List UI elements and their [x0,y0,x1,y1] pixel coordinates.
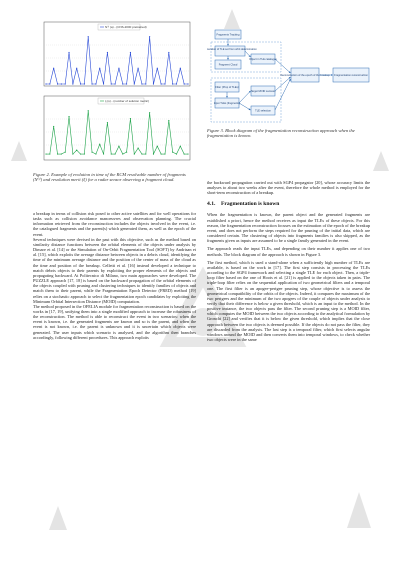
plot-top-point-30 [161,83,162,84]
plot-top-point-8 [76,68,77,69]
right-column-body [207,180,370,342]
figure-2 [38,20,193,168]
figure-3-caption-block [207,128,370,139]
plot-top-point-18 [114,83,115,84]
plot-bottom-point-26 [145,153,146,154]
plot-top-point-27 [149,36,150,37]
diagram-box-filter-label: Filter (Prop of TLEs) [215,85,239,89]
plot-bottom-point-7 [72,153,73,154]
plot-top-point-32 [168,52,169,53]
plot-bottom-point-28 [153,153,154,154]
diagram-box-fragment-cloud-label: Fragment Cloud [218,63,238,67]
figure-3 [207,26,375,126]
plot-top-point-12 [91,83,92,84]
diagram-box-tle-selection-label: TLE selection [255,109,271,113]
diagram-box-target-moid-label: Target MOID success [250,89,276,93]
diagram-box-fragments-tracking-label: Fragments Tracking [216,33,240,37]
plot-bottom-point-3 [57,153,58,154]
plot-bottom-point-15 [103,153,104,154]
plot-top-point-9 [80,83,81,84]
plot-bottom-point-5 [65,151,66,152]
figure-2-plots [38,20,193,168]
plot-bottom-point-22 [130,118,131,119]
diagram-box-object-tle-label: Object in TLE catalogue [249,57,277,61]
plot-top-point-5 [65,83,66,84]
diagram-box-fragmentation-reconstruction-label: Fragmentation reconstruction [334,74,368,77]
plot-bottom-point-8 [76,150,77,151]
plot-top-point-26 [145,83,146,84]
plot-bottom-point-16 [107,122,108,123]
plot-bottom-point-33 [172,151,173,152]
plot-bottom-point-11 [88,110,89,111]
right-paragraph-3: The first method, which is used a stand-alone when a sufficiently high number of TLEs are available, is based on the work in [17]. The first step consists in processing the TLEs according to the SGP4 framework and selecting a single TLE for each object. Then, a triple-loop filter based on the one of Hoots et al. [21] is applied to the objects taken in pairs. The triple-loop filter relies on the sequential application of two geometrical filters and a temporal one. The first filter is an apogee-perigee pruning step, whose objective is to assess the geometrical compatibility of the orbits of the objects. Indeed, it compares the maximum of the two perigees and the minimum of the two apogees of the couple of objects under analysis to verify that their difference is below a given threshold, which is an input to the method. In the positive instance, the two objects pass the filter. The second pruning step is a MOID filter, which computes the MOID between the two objects according to the analytical formulation by Gronchi [22] and verifies that it is below the given threshold, which implies that the close approach between the two objects is deemed possible. If the objects do not pass the filter, they are discarded from the analysis. The last step is a temporal filter, which first selects angular windows around the MOID and then converts them into temporal windows, to check whether two objects were in the same [207,259,370,343]
plot-top-legend-text: N⁽ʲ⁾ (a) - (CNS-2000 pretrained) [105,25,147,30]
diagram-box-tle-generation-label: Generation of TLE set from orbit determination [207,48,257,51]
plot-bottom-point-25 [141,153,142,154]
plot-bottom-point-18 [114,153,115,154]
plot-top-point-36 [184,83,185,84]
figure-3-diagram [207,26,375,126]
diagram-box-epoch-reconstruction-label: Reconstruction of the epoch of the breakup [280,74,330,77]
plot-top-point-13 [95,83,96,84]
section-number: 4.1. [207,201,216,208]
plot-bottom-point-4 [61,153,62,154]
plot-bottom-point-20 [122,153,123,154]
plot-bottom-point-32 [168,120,169,121]
plot-bottom-point-1 [49,153,50,154]
plot-top-point-2 [53,68,54,69]
plot-top-point-25 [141,83,142,84]
plot-top-point-3 [57,83,58,84]
plot-bottom-point-10 [84,153,85,154]
plot-top-point-22 [130,52,131,53]
figure-3-caption: Figure 3. Block diagram of the fragmentation reconstruction approach when the fragmentation is known. [207,128,355,139]
plot-bottom-point-23 [134,153,135,154]
plot-bottom-point-31 [164,153,165,154]
plot-bottom-point-21 [126,151,127,152]
diagram-box-input-tles-label: Input TLEs (fragments) [213,101,241,105]
plot-top-point-35 [180,68,181,69]
section-title: Fragmentation is known [220,201,280,208]
plot-bottom-point-13 [95,153,96,154]
right-paragraph-1: When the fragmentation is known, the parent object and the generated fragments are established a priori, hence the method receives as input the TLEs of these objects. For this reason, the fragmentation reconstruction focuses on the estimation of the epoch of the breakup event, and does not perform the steps required for the pruning of the initial data, which are considered certain. The clustering of objects into fragments families is also skipped, as the fragments given as inputs are assumed to be a single family generated in the event. [207,212,370,244]
plot-bottom-point-34 [176,153,177,154]
plot-top-point-20 [122,83,123,84]
plot-top-point-4 [61,83,62,84]
plot-top-point-34 [176,83,177,84]
right-intro-paragraph: the backward propagation carried out with SGP4 propagator [20], whose accuracy limits the analyses to about two weeks after the event, therefore the whole method is employed for the short-term reconstruction of a breakup. [207,180,370,196]
plot-top-point-11 [88,36,89,37]
plot-top-point-21 [126,83,127,84]
plot-bottom-point-9 [80,153,81,154]
plot-top-point-24 [138,68,139,69]
plot-bottom-point-37 [187,153,188,154]
plot-bottom-point-12 [91,151,92,152]
plot-bottom-point-17 [111,153,112,154]
plot-top-point-23 [134,83,135,84]
plot-top-point-29 [157,68,158,69]
left-column-body [33,211,196,340]
plot-bottom-point-27 [149,112,150,113]
plot-bottom-point-36 [184,153,185,154]
watermark-logo-bottom-right [345,490,373,530]
plot-top-point-0 [45,83,46,84]
figure-2-caption: Figure 2. Example of evolution in time of the RCM resolvable number of fragments (N⁽ʲ⁾) and resolution merit (ξ) for a radar sensor observing a fragment cloud. [33,172,186,183]
left-paragraph-2: Several techniques were devised in the past with this objective, such as the method based on similarity distance functions between the orbital elements of the objects under analysis by Dimare et al. [14] or the Simulation of On-Orbit Fragmentation Tool (SOFT) by Andrisan et al. [15], which exploits the average distance between objects in a debris cloud, identifying the time of the minimum average distance and the position of the center of mass of the cloud as the time and position of the breakup. Celletti et al. [16] instead developed a technique to match debris objects to their parents by exploiting the proper elements of the objects and propagating backward. At Politecnico di Milano, two main approaches were developed. The PUZZLE approach [17, 18] is based on the backward propagation of the orbital elements of the objects coupled with pruning and clustering techniques to identify families of objects and match them to their parent, while the Fragmentation Epoch Detector (FRED) method [19] relies on a stochastic approach to select the fragmentation epoch candidates by exploiting the Minimum Orbital Intersection Distance (MOID) computation. [33,236,196,304]
plot-top-point-31 [164,83,165,84]
plot-bottom-point-6 [68,116,69,117]
watermark-logo-left [10,140,28,162]
left-paragraph-3: The method proposed in the OFELIA module for fragmentation reconstruction is based on the works in [17, 19], unifying them into a single modified approach to increase the robustness of the reconstruction. The method is able to reconstruct the event in two scenarios: when the event is known, i.e. the generated fragments are known and so is the parent, and when the event is not known, i.e. the parent is unknown and it is uncertain which objects were generated. The user inputs which scenario is analysed, and the algorithm then branches accordingly, following different procedures. This approach exploits [33,303,196,340]
watermark-logo-right [372,150,390,172]
plot-top-point-19 [118,68,119,69]
plot-top-point-17 [111,83,112,84]
plot-top-point-28 [153,83,154,84]
plot-bottom-legend-text: tⱼ (s) - (number of solution metric) [105,99,150,104]
plot-bottom-point-14 [99,144,100,145]
plot-top-point-15 [103,83,104,84]
watermark-logo-bottom-left [48,505,68,531]
plot-top-point-10 [84,83,85,84]
plot-bottom-point-30 [161,153,162,154]
plot-top-point-6 [68,52,69,53]
plot-top-point-33 [172,83,173,84]
figure-2-caption-block [33,172,196,183]
plot-bottom-point-29 [157,146,158,147]
plot-top-point-16 [107,52,108,53]
plot-bottom-point-24 [138,148,139,149]
plot-bottom-point-35 [180,146,181,147]
plot-top-point-14 [99,68,100,69]
plot-top-point-37 [187,83,188,84]
plot-top-point-7 [72,83,73,84]
plot-bottom-point-19 [118,146,119,147]
right-paragraph-2: The approach reads the input TLEs, and depending on their number it applies one of two methods. The block diagram of the approach is shown in Figure 3. [207,246,370,257]
plot-bottom-point-0 [45,153,46,154]
left-paragraph-1: a breakup in terms of collision risk posed to other active satellites and for well operations for tasks such as collision avoidance manoeuvres and observation planning. The crucial information retrieved from the reconstruction includes the objects involved in the event, i.e. the catalogued fragments and the parent(s) which generated them, as well as the epoch of the event. [33,211,196,237]
plot-top-point-1 [49,83,50,84]
plot-bottom-point-2 [53,126,54,127]
